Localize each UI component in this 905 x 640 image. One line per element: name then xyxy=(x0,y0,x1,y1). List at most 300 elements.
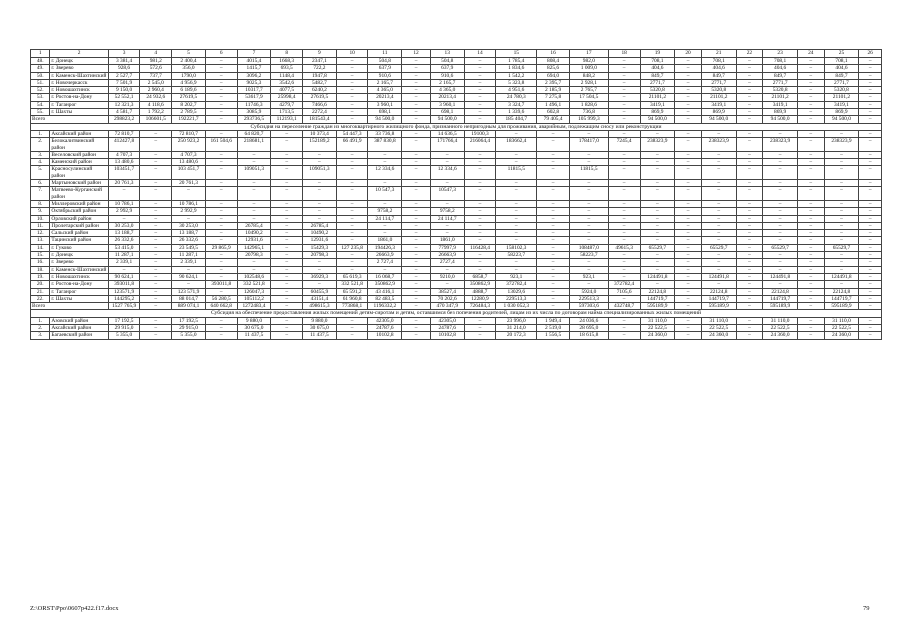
amount-cell: – xyxy=(496,237,537,244)
amount-cell: 708,1 xyxy=(701,58,736,65)
amount-cell: – xyxy=(675,266,702,273)
amount-cell: 20 761,3 xyxy=(108,180,140,187)
amount-cell: – xyxy=(675,94,702,101)
amount-cell: – xyxy=(736,259,763,266)
amount-cell: – xyxy=(797,116,824,123)
amount-cell: 30 675,0 xyxy=(303,324,337,331)
amount-cell: 30 675,0 xyxy=(237,324,271,331)
amount-cell: 6858,7 xyxy=(464,273,496,280)
amount-cell: – xyxy=(797,215,824,222)
amount-cell: – xyxy=(205,324,237,331)
amount-cell: – xyxy=(569,151,608,158)
municipality-name: Азовский район xyxy=(50,317,108,324)
amount-cell: 29 915,0 xyxy=(108,324,140,331)
amount-cell: 238323,9 xyxy=(763,138,798,152)
amount-cell: 194426,3 xyxy=(368,244,402,251)
row-number: 4. xyxy=(31,159,50,166)
amount-cell: – xyxy=(736,273,763,280)
amount-cell: – xyxy=(736,266,763,273)
amount-cell: – xyxy=(736,222,763,229)
amount-cell: – xyxy=(237,187,271,201)
amount-cell: – xyxy=(271,130,303,137)
amount-cell: 65529,7 xyxy=(640,244,675,251)
amount-cell: 698,1 xyxy=(368,109,402,116)
amount-cell: 26785,4 xyxy=(237,222,271,229)
amount-cell: – xyxy=(824,230,859,237)
amount-cell: 694,0 xyxy=(537,72,570,79)
column-number-row xyxy=(31,50,882,58)
amount-cell: 982,0 xyxy=(569,58,608,65)
amount-cell: – xyxy=(763,281,798,288)
amount-cell: – xyxy=(402,109,431,116)
amount-cell: 11746,3 xyxy=(237,101,271,108)
municipality-name: Аксайский район xyxy=(50,130,108,137)
amount-cell: – xyxy=(736,288,763,295)
amount-cell: – xyxy=(675,222,702,229)
amount-cell: – xyxy=(430,230,464,237)
amount-cell: – xyxy=(430,222,464,229)
amount-cell: – xyxy=(537,295,570,302)
amount-cell: 393011,8 xyxy=(108,281,140,288)
row-number: 15. xyxy=(31,252,50,259)
amount-cell: – xyxy=(336,317,368,324)
amount-cell: – xyxy=(640,151,675,158)
amount-cell: – xyxy=(824,215,859,222)
amount-cell: – xyxy=(859,252,882,259)
amount-cell: 24787,6 xyxy=(368,324,402,331)
amount-cell: – xyxy=(824,200,859,207)
amount-cell: 161 504,6 xyxy=(205,138,237,152)
amount-cell: – xyxy=(205,109,237,116)
municipality-name: Сальский район xyxy=(50,230,108,237)
table-row xyxy=(31,244,882,251)
amount-cell: 26 332,6 xyxy=(172,237,206,244)
amount-cell: 404,6 xyxy=(763,65,798,72)
amount-cell: – xyxy=(763,222,798,229)
amount-cell: – xyxy=(797,252,824,259)
amount-cell: 7 275,8 xyxy=(537,94,570,101)
amount-cell: – xyxy=(205,72,237,79)
amount-cell: – xyxy=(763,159,798,166)
amount-cell: 17 504,5 xyxy=(569,94,608,101)
amount-cell: – xyxy=(537,288,570,295)
amount-cell: – xyxy=(205,94,237,101)
amount-cell: – xyxy=(736,79,763,86)
row-number: 1. xyxy=(31,130,50,137)
amount-cell: – xyxy=(140,244,172,251)
row-number: 3. xyxy=(31,151,50,158)
amount-cell: – xyxy=(675,252,702,259)
amount-cell: 1 828,6 xyxy=(569,101,608,108)
table-row xyxy=(31,252,882,259)
amount-cell: – xyxy=(140,288,172,295)
amount-cell: – xyxy=(824,166,859,180)
amount-cell: 54 447,3 xyxy=(336,130,368,137)
amount-cell: 5482,7 xyxy=(303,79,337,86)
amount-cell: – xyxy=(569,159,608,166)
amount-cell: – xyxy=(237,259,271,266)
amount-cell: 1 792,2 xyxy=(140,109,172,116)
amount-cell: – xyxy=(569,208,608,215)
amount-cell: 109051,3 xyxy=(303,166,337,180)
amount-cell: 229513,3 xyxy=(496,295,537,302)
amount-cell: 849,7 xyxy=(763,72,798,79)
amount-cell: 12280,9 xyxy=(464,295,496,302)
amount-cell: 3542,6 xyxy=(271,79,303,86)
amount-cell: 3419,1 xyxy=(824,101,859,108)
amount-cell: 31 110,0 xyxy=(763,317,798,324)
amount-cell: 238323,9 xyxy=(640,138,675,152)
amount-cell: 4279,7 xyxy=(271,101,303,108)
amount-cell: 181543,4 xyxy=(303,116,337,123)
municipality-name: Пролетарский район xyxy=(50,222,108,229)
amount-cell: – xyxy=(271,244,303,251)
amount-cell: 20 761,3 xyxy=(172,180,206,187)
column-number: 23 xyxy=(763,50,798,58)
amount-cell: – xyxy=(402,200,431,207)
column-number: 15 xyxy=(496,50,537,58)
amount-cell: – xyxy=(537,187,570,201)
amount-cell: 1713,5 xyxy=(271,109,303,116)
amount-cell: 910,6 xyxy=(430,72,464,79)
amount-cell: 43151,4 xyxy=(303,295,337,302)
table-row xyxy=(31,151,882,158)
amount-cell: – xyxy=(537,237,570,244)
amount-cell: – xyxy=(237,159,271,166)
amount-cell: 404,6 xyxy=(701,65,736,72)
amount-cell: 26 332,6 xyxy=(108,237,140,244)
amount-cell: – xyxy=(336,200,368,207)
amount-cell: 42305,0 xyxy=(430,317,464,324)
amount-cell: 889 074,1 xyxy=(172,303,206,310)
amount-cell: – xyxy=(237,151,271,158)
amount-cell: – xyxy=(140,295,172,302)
amount-cell: 5 355,0 xyxy=(108,332,140,339)
amount-cell: – xyxy=(464,151,496,158)
amount-cell: 11 287,1 xyxy=(108,252,140,259)
amount-cell: – xyxy=(402,101,431,108)
amount-cell: 1947,8 xyxy=(303,72,337,79)
amount-cell: 29 865,9 xyxy=(205,244,237,251)
amount-cell: – xyxy=(640,252,675,259)
amount-cell: – xyxy=(537,208,570,215)
amount-cell: – xyxy=(859,324,882,331)
amount-cell: 22 522,5 xyxy=(701,324,736,331)
amount-cell: 22 522,5 xyxy=(763,324,798,331)
amount-cell: – xyxy=(336,266,368,273)
amount-cell: 981,2 xyxy=(140,58,172,65)
amount-cell: – xyxy=(859,273,882,280)
amount-cell: – xyxy=(402,58,431,65)
column-number: 12 xyxy=(402,50,431,58)
amount-cell: 10490,2 xyxy=(237,230,271,237)
amount-cell: 332 521,8 xyxy=(336,281,368,288)
amount-cell: – xyxy=(736,252,763,259)
amount-cell: – xyxy=(537,230,570,237)
amount-cell: – xyxy=(859,65,882,72)
amount-cell: – xyxy=(205,317,237,324)
amount-cell: – xyxy=(402,288,431,295)
amount-cell: – xyxy=(640,130,675,137)
table-row xyxy=(31,281,882,288)
amount-cell: 4 365,0 xyxy=(430,87,464,94)
amount-cell: – xyxy=(797,166,824,180)
amount-cell: – xyxy=(205,65,237,72)
amount-cell: 404,6 xyxy=(824,65,859,72)
amount-cell: – xyxy=(402,281,431,288)
amount-cell: – xyxy=(763,259,798,266)
amount-cell: – xyxy=(701,130,736,137)
amount-cell: 12931,6 xyxy=(303,237,337,244)
amount-cell: 31 110,0 xyxy=(640,317,675,324)
amount-cell: – xyxy=(430,281,464,288)
amount-cell: – xyxy=(368,159,402,166)
amount-cell: – xyxy=(797,244,824,251)
amount-cell: – xyxy=(675,166,702,180)
amount-cell: – xyxy=(675,151,702,158)
amount-cell: – xyxy=(675,130,702,137)
amount-cell: 29 915,0 xyxy=(172,324,206,331)
amount-cell: – xyxy=(271,222,303,229)
amount-cell: 2 527,7 xyxy=(108,72,140,79)
amount-cell: – xyxy=(797,200,824,207)
amount-cell: – xyxy=(140,281,172,288)
amount-cell: – xyxy=(608,215,640,222)
amount-cell: – xyxy=(675,180,702,187)
amount-cell: – xyxy=(205,237,237,244)
amount-cell: – xyxy=(464,87,496,94)
amount-cell: – xyxy=(797,151,824,158)
amount-cell: – xyxy=(537,266,570,273)
amount-cell: 21101,2 xyxy=(701,94,736,101)
amount-cell: 124491,8 xyxy=(640,273,675,280)
amount-cell: – xyxy=(569,130,608,137)
amount-cell: – xyxy=(859,151,882,158)
amount-cell: – xyxy=(537,259,570,266)
amount-cell: – xyxy=(859,109,882,116)
amount-cell: – xyxy=(763,180,798,187)
amount-cell: – xyxy=(736,303,763,310)
amount-cell: – xyxy=(736,130,763,137)
amount-cell: – xyxy=(797,259,824,266)
amount-cell: 22 522,5 xyxy=(640,324,675,331)
table-row xyxy=(31,273,882,280)
amount-cell: – xyxy=(336,208,368,215)
amount-cell: 22124,8 xyxy=(763,288,798,295)
amount-cell: – xyxy=(675,332,702,339)
amount-cell: 123571,9 xyxy=(108,288,140,295)
file-path: Z:\ORST\Ppo\0607p422.f17.docx xyxy=(30,605,119,612)
municipality-name: Багаевский район xyxy=(50,332,108,339)
amount-cell: – xyxy=(859,79,882,86)
amount-cell: – xyxy=(675,65,702,72)
amount-cell: – xyxy=(140,187,172,201)
amount-cell: – xyxy=(140,215,172,222)
amount-cell: – xyxy=(205,58,237,65)
amount-cell: 693,5 xyxy=(271,65,303,72)
amount-cell: – xyxy=(464,79,496,86)
table-row xyxy=(31,324,882,331)
municipality-name: г. Каменск-Шахтинский xyxy=(51,266,107,273)
amount-cell: – xyxy=(675,295,702,302)
amount-cell: – xyxy=(402,273,431,280)
amount-cell: 5320,8 xyxy=(640,87,675,94)
amount-cell: – xyxy=(140,222,172,229)
amount-cell: – xyxy=(859,138,882,152)
amount-cell: 3096,2 xyxy=(237,72,271,79)
amount-cell: – xyxy=(368,222,402,229)
amount-cell: – xyxy=(736,281,763,288)
amount-cell: – xyxy=(464,65,496,72)
amount-cell: – xyxy=(736,208,763,215)
amount-cell: 88 014,7 xyxy=(172,295,206,302)
row-number: 9. xyxy=(31,208,50,215)
amount-cell: – xyxy=(537,130,570,137)
amount-cell: 2771,7 xyxy=(763,79,798,86)
amount-cell: 4 956,9 xyxy=(172,79,206,86)
amount-cell: – xyxy=(271,295,303,302)
amount-cell: – xyxy=(569,266,608,273)
amount-cell: – xyxy=(140,151,172,158)
budget-table-sheet xyxy=(30,49,882,340)
amount-cell: – xyxy=(496,200,537,207)
amount-cell: 20798,3 xyxy=(303,252,337,259)
amount-cell: 356,0 xyxy=(172,65,206,72)
amount-cell: 109051,3 xyxy=(237,166,271,180)
column-number: 9 xyxy=(303,50,337,58)
amount-cell: 229513,3 xyxy=(569,295,608,302)
amount-cell: 42305,0 xyxy=(368,317,402,324)
amount-cell: – xyxy=(336,159,368,166)
municipality-name: Красносулинский район xyxy=(50,166,108,180)
amount-cell: – xyxy=(464,180,496,187)
amount-cell: – xyxy=(824,180,859,187)
amount-cell: – xyxy=(271,138,303,152)
amount-cell: – xyxy=(736,58,763,65)
amount-cell: – xyxy=(537,138,570,152)
amount-cell: – xyxy=(402,94,431,101)
amount-cell: – xyxy=(402,317,431,324)
amount-cell: – xyxy=(271,215,303,222)
amount-cell: – xyxy=(336,87,368,94)
amount-cell: – xyxy=(336,237,368,244)
amount-cell: 27619,5 xyxy=(172,94,206,101)
amount-cell: – xyxy=(205,101,237,108)
amount-cell: – xyxy=(640,166,675,180)
amount-cell: – xyxy=(736,101,763,108)
amount-cell: 3 960,1 xyxy=(368,101,402,108)
amount-cell: – xyxy=(701,151,736,158)
amount-cell: – xyxy=(608,58,640,65)
amount-cell: – xyxy=(537,303,570,310)
amount-cell: – xyxy=(608,324,640,331)
amount-cell: – xyxy=(430,151,464,158)
amount-cell: – xyxy=(172,281,206,288)
amount-cell: 90 624,1 xyxy=(172,273,206,280)
amount-cell: – xyxy=(237,180,271,187)
amount-cell: – xyxy=(640,237,675,244)
amount-cell: 31 110,0 xyxy=(824,317,859,324)
amount-cell: – xyxy=(608,252,640,259)
amount-cell: 52 552,1 xyxy=(108,94,140,101)
amount-cell: – xyxy=(736,109,763,116)
amount-cell: – xyxy=(859,237,882,244)
amount-cell: – xyxy=(608,79,640,86)
amount-cell: – xyxy=(303,281,337,288)
amount-cell: 20 172,3 xyxy=(496,332,537,339)
column-number: 26 xyxy=(859,50,882,58)
column-number: 25 xyxy=(824,50,859,58)
column-number: 10 xyxy=(336,50,368,58)
amount-cell: – xyxy=(763,187,798,201)
amount-cell: 24 360,0 xyxy=(640,332,675,339)
amount-cell: 144719,7 xyxy=(701,295,736,302)
amount-cell: 30 253,0 xyxy=(172,222,206,229)
amount-cell: – xyxy=(464,324,496,331)
amount-cell: 737,7 xyxy=(140,72,172,79)
amount-cell: – xyxy=(537,151,570,158)
amount-cell: – xyxy=(736,159,763,166)
amount-cell: – xyxy=(797,130,824,137)
table-row xyxy=(31,230,882,237)
amount-cell: – xyxy=(736,87,763,94)
amount-cell: – xyxy=(303,180,337,187)
amount-cell: 9758,2 xyxy=(368,208,402,215)
column-number: 24 xyxy=(797,50,824,58)
amount-cell: – xyxy=(271,252,303,259)
amount-cell: – xyxy=(496,259,537,266)
table-row xyxy=(31,332,882,339)
amount-cell: 94 500,0 xyxy=(824,116,859,123)
amount-cell: – xyxy=(336,79,368,86)
amount-cell: 602,8 xyxy=(537,109,570,116)
amount-cell: – xyxy=(303,259,337,266)
municipality-name: Мартыновский район xyxy=(50,180,108,187)
amount-cell: – xyxy=(537,215,570,222)
amount-cell: – xyxy=(140,208,172,215)
column-number: 17 xyxy=(569,50,608,58)
amount-cell: – xyxy=(496,130,537,137)
amount-cell: – xyxy=(496,208,537,215)
amount-cell: – xyxy=(464,266,496,273)
amount-cell: – xyxy=(675,317,702,324)
amount-cell: 33 736,8 xyxy=(368,130,402,137)
amount-cell: 928,6 xyxy=(108,65,140,72)
amount-cell: – xyxy=(797,288,824,295)
amount-cell: 124491,8 xyxy=(701,273,736,280)
amount-cell: – xyxy=(464,237,496,244)
amount-cell: – xyxy=(303,187,337,201)
amount-cell: – xyxy=(402,79,431,86)
amount-cell: – xyxy=(859,295,882,302)
amount-cell: 504,8 xyxy=(368,58,402,65)
amount-cell: 20213,4 xyxy=(430,94,464,101)
amount-cell: 2 400,4 xyxy=(172,58,206,65)
amount-cell: 572,6 xyxy=(140,65,172,72)
amount-cell: – xyxy=(797,159,824,166)
amount-cell: 94 500,0 xyxy=(763,116,798,123)
amount-cell: – xyxy=(797,180,824,187)
amount-cell: 144719,7 xyxy=(640,295,675,302)
amount-cell: – xyxy=(464,101,496,108)
amount-cell: 12 334,6 xyxy=(368,166,402,180)
amount-cell: – xyxy=(824,266,859,273)
amount-cell: – xyxy=(496,215,537,222)
column-number: 21 xyxy=(701,50,736,58)
amount-cell: – xyxy=(303,159,337,166)
amount-cell: – xyxy=(303,151,337,158)
amount-cell: – xyxy=(271,259,303,266)
